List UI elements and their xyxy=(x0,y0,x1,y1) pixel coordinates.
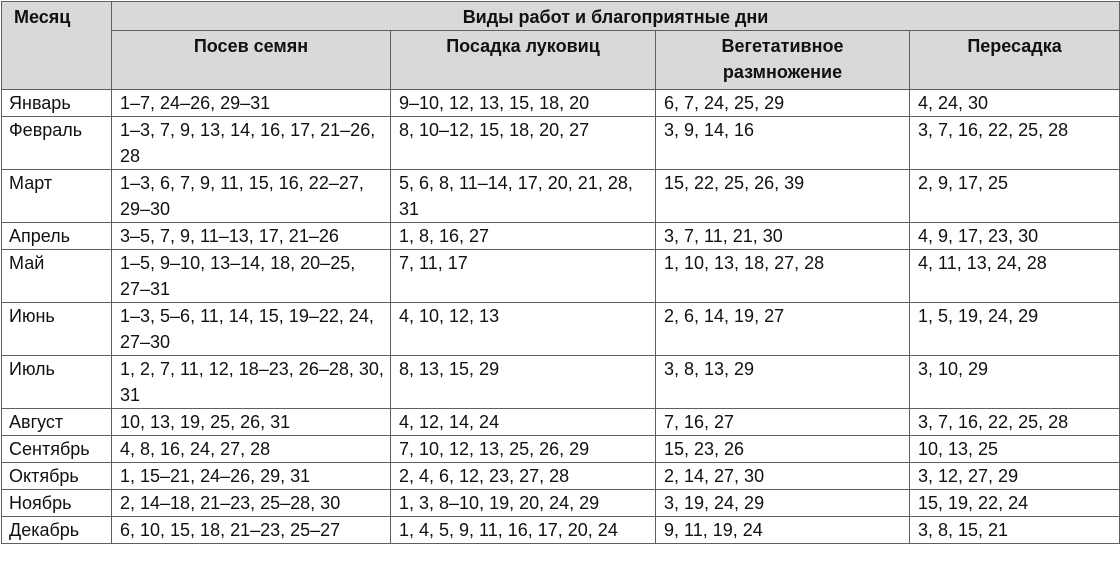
month-cell: Апрель xyxy=(2,223,112,250)
table-row xyxy=(2,463,1120,490)
bulb-planting-days-cell: 7, 10, 12, 13, 25, 26, 29 xyxy=(391,436,656,463)
column-header-vegetative-propagation: Вегетативное размножение xyxy=(656,31,910,90)
work-types-header: Виды работ и благоприятные дни xyxy=(112,2,1120,31)
sowing-days-cell: 1–5, 9–10, 13–14, 18, 20–25, 27–31 xyxy=(112,250,391,303)
transplanting-days-cell: 3, 8, 15, 21 xyxy=(910,517,1120,544)
vegetative-propagation-days-cell: 7, 16, 27 xyxy=(656,409,910,436)
table-row xyxy=(2,436,1120,463)
month-cell: Август xyxy=(2,409,112,436)
vegetative-propagation-days-cell: 3, 19, 24, 29 xyxy=(656,490,910,517)
transplanting-days-cell: 4, 9, 17, 23, 30 xyxy=(910,223,1120,250)
table-row xyxy=(2,223,1120,250)
month-cell: Март xyxy=(2,170,112,223)
month-cell: Декабрь xyxy=(2,517,112,544)
sowing-days-cell: 1–3, 5–6, 11, 14, 15, 19–22, 24, 27–30 xyxy=(112,303,391,356)
bulb-planting-days-cell: 4, 10, 12, 13 xyxy=(391,303,656,356)
column-header-transplanting: Пересадка xyxy=(910,31,1120,90)
sowing-days-cell: 10, 13, 19, 25, 26, 31 xyxy=(112,409,391,436)
bulb-planting-days-cell: 8, 10–12, 15, 18, 20, 27 xyxy=(391,117,656,170)
sowing-days-cell: 1–7, 24–26, 29–31 xyxy=(112,90,391,117)
month-cell: Сентябрь xyxy=(2,436,112,463)
month-header: Месяц xyxy=(2,2,112,90)
transplanting-days-cell: 1, 5, 19, 24, 29 xyxy=(910,303,1120,356)
header-row-top xyxy=(2,2,1120,31)
transplanting-days-cell: 10, 13, 25 xyxy=(910,436,1120,463)
table-row xyxy=(2,409,1120,436)
table-row xyxy=(2,250,1120,303)
bulb-planting-days-cell: 8, 13, 15, 29 xyxy=(391,356,656,409)
sowing-days-cell: 1–3, 6, 7, 9, 11, 15, 16, 22–27, 29–30 xyxy=(112,170,391,223)
column-header-bulb-planting: Посадка луковиц xyxy=(391,31,656,90)
sowing-days-cell: 1–3, 7, 9, 13, 14, 16, 17, 21–26, 28 xyxy=(112,117,391,170)
transplanting-days-cell: 3, 12, 27, 29 xyxy=(910,463,1120,490)
table-row xyxy=(2,356,1120,409)
sowing-days-cell: 1, 15–21, 24–26, 29, 31 xyxy=(112,463,391,490)
bulb-planting-days-cell: 4, 12, 14, 24 xyxy=(391,409,656,436)
bulb-planting-days-cell: 1, 8, 16, 27 xyxy=(391,223,656,250)
table-row xyxy=(2,170,1120,223)
vegetative-propagation-days-cell: 2, 14, 27, 30 xyxy=(656,463,910,490)
transplanting-days-cell: 3, 10, 29 xyxy=(910,356,1120,409)
vegetative-propagation-days-cell: 9, 11, 19, 24 xyxy=(656,517,910,544)
bulb-planting-days-cell: 1, 4, 5, 9, 11, 16, 17, 20, 24 xyxy=(391,517,656,544)
month-cell: Октябрь xyxy=(2,463,112,490)
transplanting-days-cell: 2, 9, 17, 25 xyxy=(910,170,1120,223)
sowing-days-cell: 1, 2, 7, 11, 12, 18–23, 26–28, 30, 31 xyxy=(112,356,391,409)
bulb-planting-days-cell: 7, 11, 17 xyxy=(391,250,656,303)
month-cell: Май xyxy=(2,250,112,303)
bulb-planting-days-cell: 1, 3, 8–10, 19, 20, 24, 29 xyxy=(391,490,656,517)
sowing-days-cell: 2, 14–18, 21–23, 25–28, 30 xyxy=(112,490,391,517)
transplanting-days-cell: 4, 11, 13, 24, 28 xyxy=(910,250,1120,303)
transplanting-days-cell: 3, 7, 16, 22, 25, 28 xyxy=(910,117,1120,170)
month-cell: Январь xyxy=(2,90,112,117)
vegetative-propagation-days-cell: 1, 10, 13, 18, 27, 28 xyxy=(656,250,910,303)
table-row xyxy=(2,90,1120,117)
bulb-planting-days-cell: 2, 4, 6, 12, 23, 27, 28 xyxy=(391,463,656,490)
month-cell: Ноябрь xyxy=(2,490,112,517)
transplanting-days-cell: 3, 7, 16, 22, 25, 28 xyxy=(910,409,1120,436)
transplanting-days-cell: 15, 19, 22, 24 xyxy=(910,490,1120,517)
table-body xyxy=(2,90,1120,544)
vegetative-propagation-days-cell: 2, 6, 14, 19, 27 xyxy=(656,303,910,356)
column-header-sowing: Посев семян xyxy=(112,31,391,90)
vegetative-propagation-days-cell: 15, 23, 26 xyxy=(656,436,910,463)
table-row xyxy=(2,517,1120,544)
bulb-planting-days-cell: 5, 6, 8, 11–14, 17, 20, 21, 28, 31 xyxy=(391,170,656,223)
table-row xyxy=(2,117,1120,170)
planting-calendar-table xyxy=(1,1,1120,544)
table-row xyxy=(2,490,1120,517)
month-cell: Февраль xyxy=(2,117,112,170)
table-row xyxy=(2,303,1120,356)
vegetative-propagation-days-cell: 15, 22, 25, 26, 39 xyxy=(656,170,910,223)
vegetative-propagation-days-cell: 3, 7, 11, 21, 30 xyxy=(656,223,910,250)
month-cell: Июнь xyxy=(2,303,112,356)
vegetative-propagation-days-cell: 6, 7, 24, 25, 29 xyxy=(656,90,910,117)
sowing-days-cell: 4, 8, 16, 24, 27, 28 xyxy=(112,436,391,463)
sowing-days-cell: 6, 10, 15, 18, 21–23, 25–27 xyxy=(112,517,391,544)
vegetative-propagation-days-cell: 3, 8, 13, 29 xyxy=(656,356,910,409)
month-cell: Июль xyxy=(2,356,112,409)
transplanting-days-cell: 4, 24, 30 xyxy=(910,90,1120,117)
vegetative-propagation-days-cell: 3, 9, 14, 16 xyxy=(656,117,910,170)
sowing-days-cell: 3–5, 7, 9, 11–13, 17, 21–26 xyxy=(112,223,391,250)
bulb-planting-days-cell: 9–10, 12, 13, 15, 18, 20 xyxy=(391,90,656,117)
header-row-columns xyxy=(2,31,1120,90)
